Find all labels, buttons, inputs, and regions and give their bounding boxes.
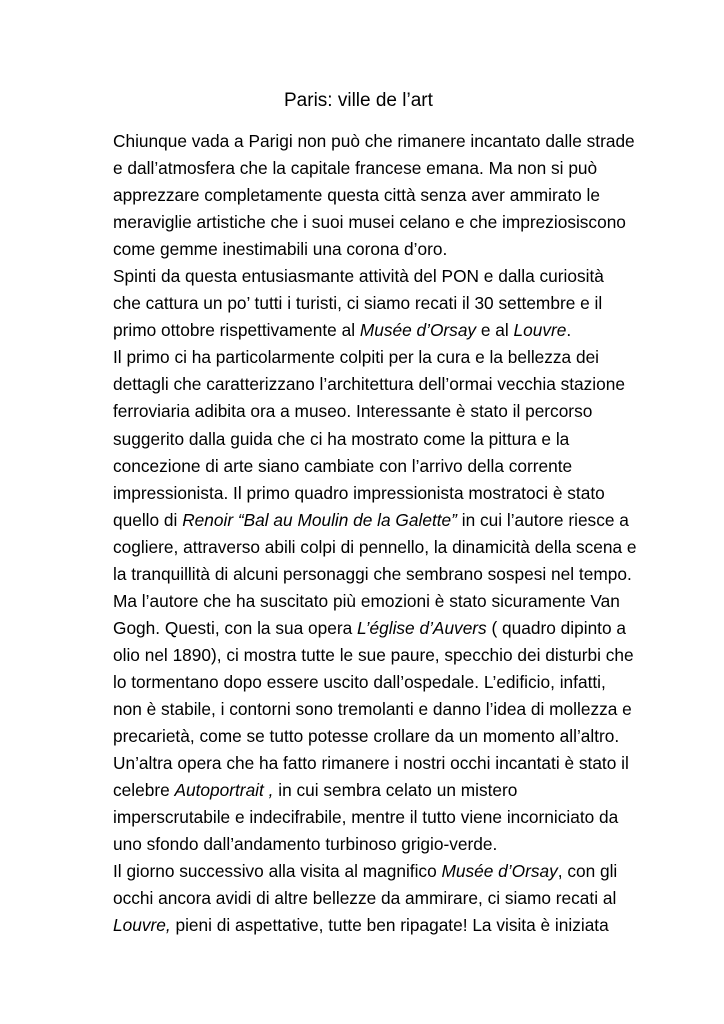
text-line (113, 426, 673, 453)
text-line (113, 561, 673, 588)
text-run: Chiunque vada a Parigi non può che rimanere incantato dalle strade (113, 131, 635, 151)
text-run: e al (476, 320, 514, 341)
text-run: ferroviaria adibita ora a museo. Interessante è stato il percorso (113, 401, 593, 422)
text-run: Il giorno successivo alla visita al magnifico (113, 861, 442, 882)
text-run: celebre (113, 780, 175, 801)
text-run: come gemme inestimabili una corona d’oro. (113, 239, 448, 260)
italic-text: Renoir “Bal au Moulin de la Galette” (182, 509, 457, 530)
text-line (113, 209, 673, 236)
text-line (113, 453, 673, 480)
text-run: Ma l’autore che ha suscitato più emozioni è stato sicuramente Van (113, 590, 620, 611)
text-run: ( quadro dipinto a (486, 617, 627, 638)
text-run: Il primo ci ha particolarmente colpiti per la cura e la bellezza dei (113, 347, 600, 368)
italic-text: Louvre (513, 320, 567, 341)
text-line (113, 588, 673, 615)
text-run: , con gli (557, 861, 618, 882)
text-run: Un’altra opera che ha fatto rimanere i nostri occhi incantati è stato il (113, 753, 629, 774)
text-line (113, 534, 673, 561)
text-run: cogliere, attraverso abili colpi di pennello, la dinamicità della scena e (113, 536, 637, 557)
text-line (113, 236, 673, 263)
text-run: che cattura un po’ tutti i turisti, ci siamo recati il 30 settembre e il (113, 293, 603, 314)
text-line (113, 696, 673, 723)
text-line (113, 263, 673, 290)
text-run: in cui l’autore riesce a (456, 509, 629, 530)
text-run: pieni di aspettative, tutte ben ripagate! La visita è iniziata (170, 915, 609, 936)
body-text (113, 128, 673, 939)
text-line (113, 615, 673, 642)
text-line (113, 669, 673, 696)
text-line (113, 317, 673, 344)
text-line (113, 642, 673, 669)
text-run: non è stabile, i contorni sono tremolanti e danno l’idea di mollezza e (113, 698, 632, 719)
text-run: precarietà, come se tutto potesse crollare da un momento all’altro. (113, 726, 620, 747)
text-run: lo tormentano dopo essere uscito dall’ospedale. L’edificio, infatti, (113, 671, 606, 692)
text-line (113, 831, 673, 858)
text-line (113, 344, 673, 371)
text-run: concezione di arte siano cambiate con l’arrivo della corrente (113, 455, 573, 476)
italic-text: Louvre, (113, 915, 171, 936)
text-line (113, 128, 673, 155)
italic-text: L’église d’Auvers (357, 617, 487, 638)
text-run: in cui sembra celato un mistero (273, 780, 518, 801)
text-run: Spinti da questa entusiasmante attività del PON e dalla curiosità (113, 266, 604, 287)
text-line (113, 371, 673, 398)
text-run: Gogh. Questi, con la sua opera (113, 617, 358, 638)
text-run: meraviglie artistiche che i suoi musei celano e che impreziosiscono (113, 212, 626, 233)
text-line (113, 912, 673, 939)
italic-text: Autoportrait , (174, 780, 274, 801)
text-line (113, 182, 673, 209)
italic-text: Musée d’Orsay (441, 861, 558, 882)
text-run: dettagli che caratterizzano l’architettura dell’ormai vecchia stazione (113, 374, 625, 395)
text-run: imperscrutabile e indecifrabile, mentre il tutto viene incorniciato da (113, 807, 619, 828)
text-line (113, 507, 673, 534)
text-run: quello di (113, 509, 183, 530)
italic-text: Musée d’Orsay (359, 320, 477, 341)
text-line (113, 804, 673, 831)
text-line (113, 155, 673, 182)
text-run: olio nel 1890), ci mostra tutte le sue paure, specchio dei disturbi che (113, 644, 634, 665)
text-run: suggerito dalla guida che ci ha mostrato come la pittura e la (113, 428, 570, 449)
text-line (113, 750, 673, 777)
text-run: uno sfondo dall’andamento turbinoso grigio-verde. (113, 834, 498, 855)
text-line (113, 290, 673, 317)
text-line (113, 885, 673, 912)
text-run: e dall’atmosfera che la capitale francese emana. Ma non si può (113, 158, 598, 179)
text-run: . (566, 320, 572, 341)
text-line (113, 858, 673, 885)
text-run: impressionista. Il primo quadro impressionista mostratoci è stato (113, 482, 605, 503)
text-run: la tranquillità di alcuni personaggi che sembrano sospesi nel tempo. (113, 563, 632, 584)
text-line (113, 480, 673, 507)
text-line (113, 723, 673, 750)
text-line (113, 398, 673, 425)
text-run: occhi ancora avidi di altre bellezze da ammirare, ci siamo recati al (113, 888, 617, 909)
text-run: apprezzare completamente questa città senza aver ammirato le (113, 185, 600, 206)
page-title: Paris: ville de l’art (284, 90, 433, 111)
text-line (113, 777, 673, 804)
text-run: primo ottobre rispettivamente al (113, 320, 360, 341)
